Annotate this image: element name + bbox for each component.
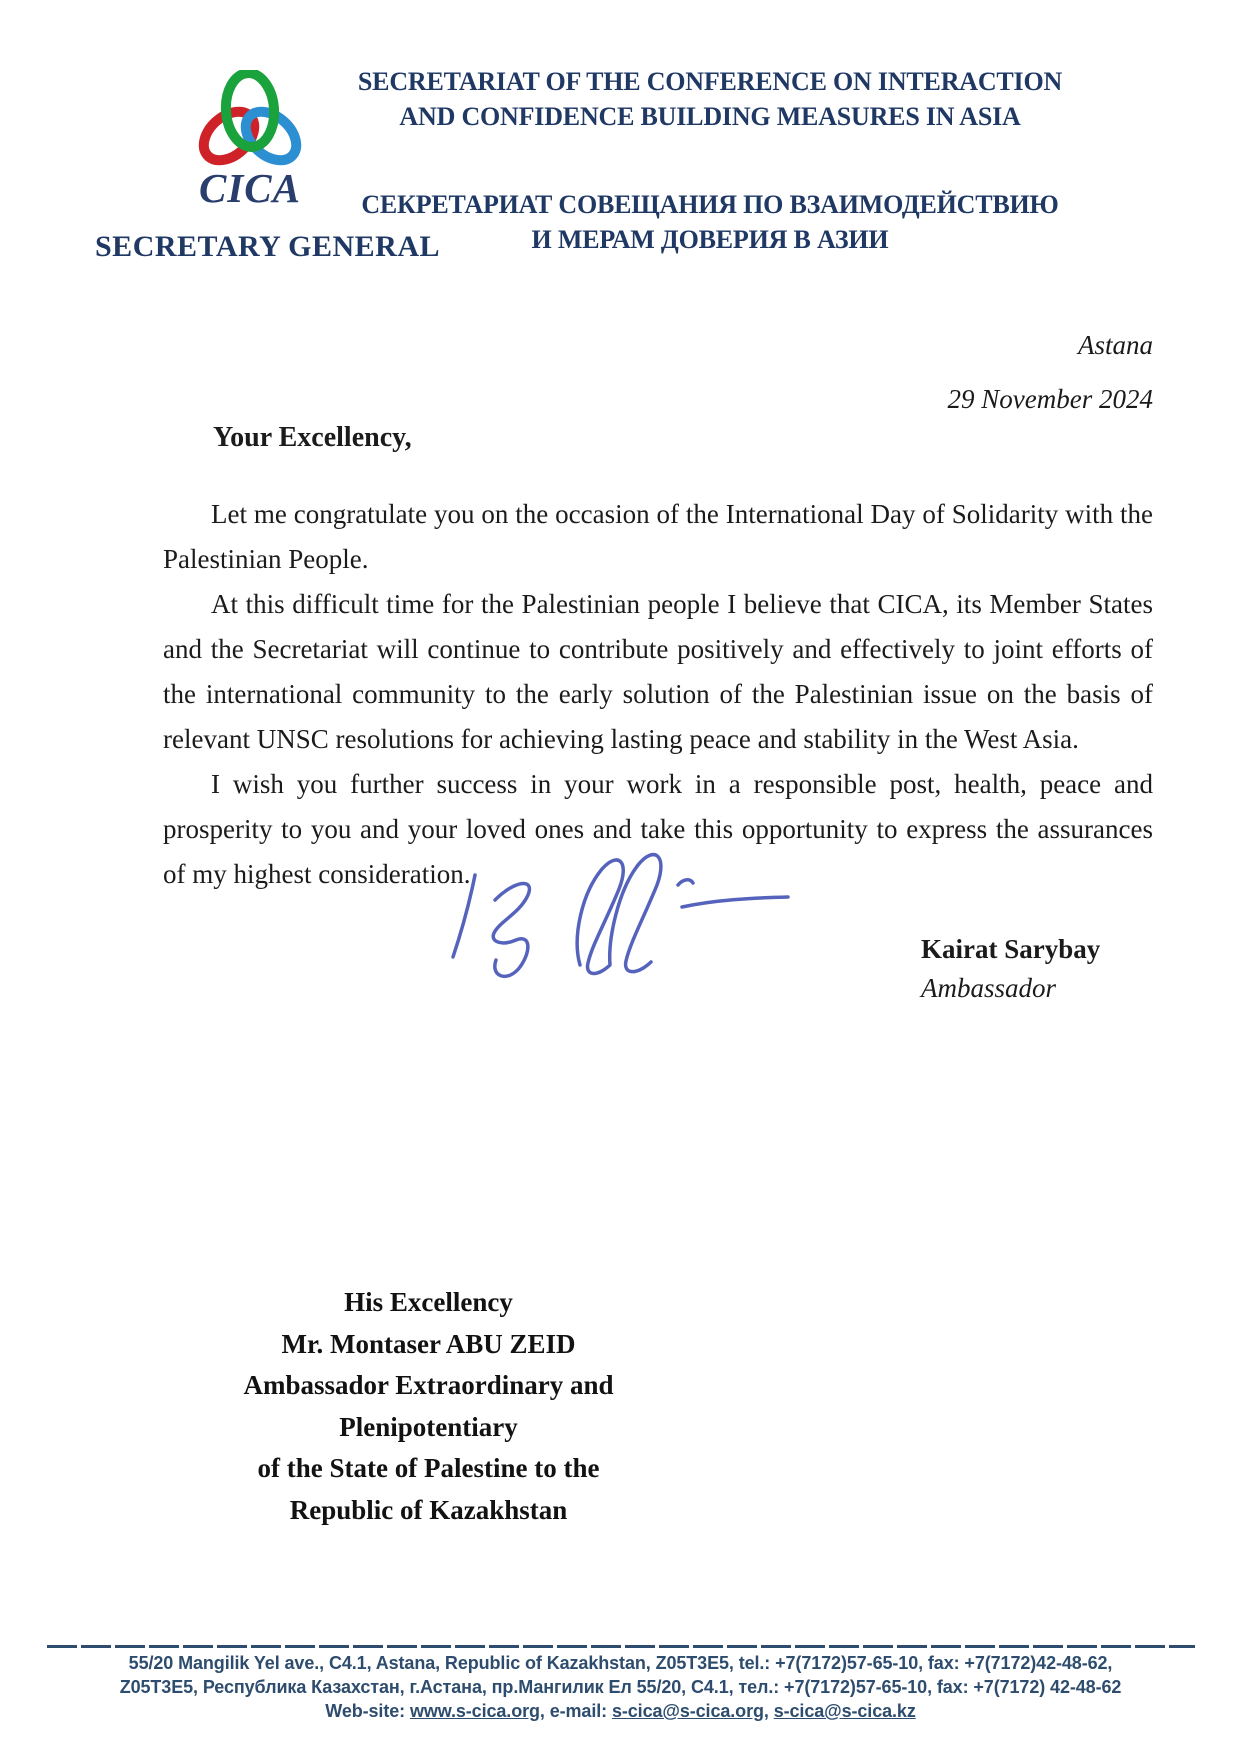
paragraph-3: I wish you further success in your work in a responsible post, health, peace and prosperity to you and your loved ones and take this opportunity to express the assurances of my highest consideration. <box>163 769 1153 889</box>
website-label: Web-site: <box>325 1701 410 1721</box>
dateline-date: 29 November 2024 <box>947 384 1153 414</box>
signer-name: Kairat Sarybay <box>921 934 1101 964</box>
signature-ink <box>420 845 795 1000</box>
footer-address-ru: Z05T3E5, Республика Казахстан, г.Астана, пр.Мангилик Ел 55/20, С4.1, тел.: +7(7172)57-65-10, fax: +7(7172) 42-48-62 <box>119 1677 1122 1697</box>
footer-address-en: 55/20 Mangilik Yel ave., C4.1, Astana, Republic of Kazakhstan, Z05T3E5, tel.: +7(7172)57-65-10, fax: +7(7172)42-48-62, <box>128 1653 1113 1673</box>
addressee-line: Republic of Kazakhstan <box>289 1494 568 1525</box>
footer <box>0 1645 1241 1723</box>
addressee-block <box>196 1282 661 1531</box>
org-name-en-line2: AND CONFIDENCE BUILDING MEASURES IN ASIA <box>399 102 1021 131</box>
addressee-line: Mr. Montaser ABU ZEID <box>281 1328 576 1359</box>
addressee-line: Ambassador Extraordinary and <box>243 1370 614 1400</box>
secretary-general-title: SECRETARY GENERAL <box>95 230 441 263</box>
email-label: , e-mail: <box>539 1701 612 1721</box>
org-name-en-line1: SECRETARIAT OF THE CONFERENCE ON INTERACTION <box>357 67 1063 96</box>
email-separator: , <box>763 1701 774 1721</box>
cica-logo-icon <box>193 70 308 170</box>
paragraph-2: At this difficult time for the Palestinian people I believe that CICA, its Member States and the Secretariat will continue to contribute positively and effectively to joint efforts of the international community to the early solution of the Palestinian issue on the basis of relevant UNSC resolutions for achieving lasting peace and stability in the West Asia. <box>163 589 1153 754</box>
addressee-line: His Excellency <box>344 1287 513 1317</box>
email-link-1[interactable]: s-cica@s-cica.org <box>611 1701 764 1721</box>
signer-title: Ambassador <box>921 973 1057 1003</box>
salutation: Your Excellency, <box>213 422 412 453</box>
footer-contacts <box>0 1699 1241 1723</box>
letter-body <box>163 415 1153 897</box>
footer-divider <box>47 1645 1195 1648</box>
dateline-place: Astana <box>1077 330 1153 360</box>
signer-block <box>921 930 1100 1008</box>
org-name-ru-line2: И МЕРАМ ДОВЕРИЯ В АЗИИ <box>531 225 889 254</box>
org-name-block <box>345 64 1075 257</box>
dateline <box>948 318 1153 426</box>
email-link-2[interactable]: s-cica@s-cica.kz <box>773 1701 916 1721</box>
org-name-ru-line1: СЕКРЕТАРИАТ СОВЕЩАНИЯ ПО ВЗАИМОДЕЙСТВИЮ <box>361 190 1059 219</box>
addressee-line: Plenipotentiary <box>339 1411 518 1442</box>
cica-wordmark: CICA <box>199 165 301 211</box>
website-link[interactable]: www.s-cica.org <box>409 1701 540 1721</box>
paragraph-1: Let me congratulate you on the occasion of the International Day of Solidarity with the Palestinian People. <box>163 499 1153 574</box>
addressee-line: of the State of Palestine to the <box>257 1453 600 1483</box>
